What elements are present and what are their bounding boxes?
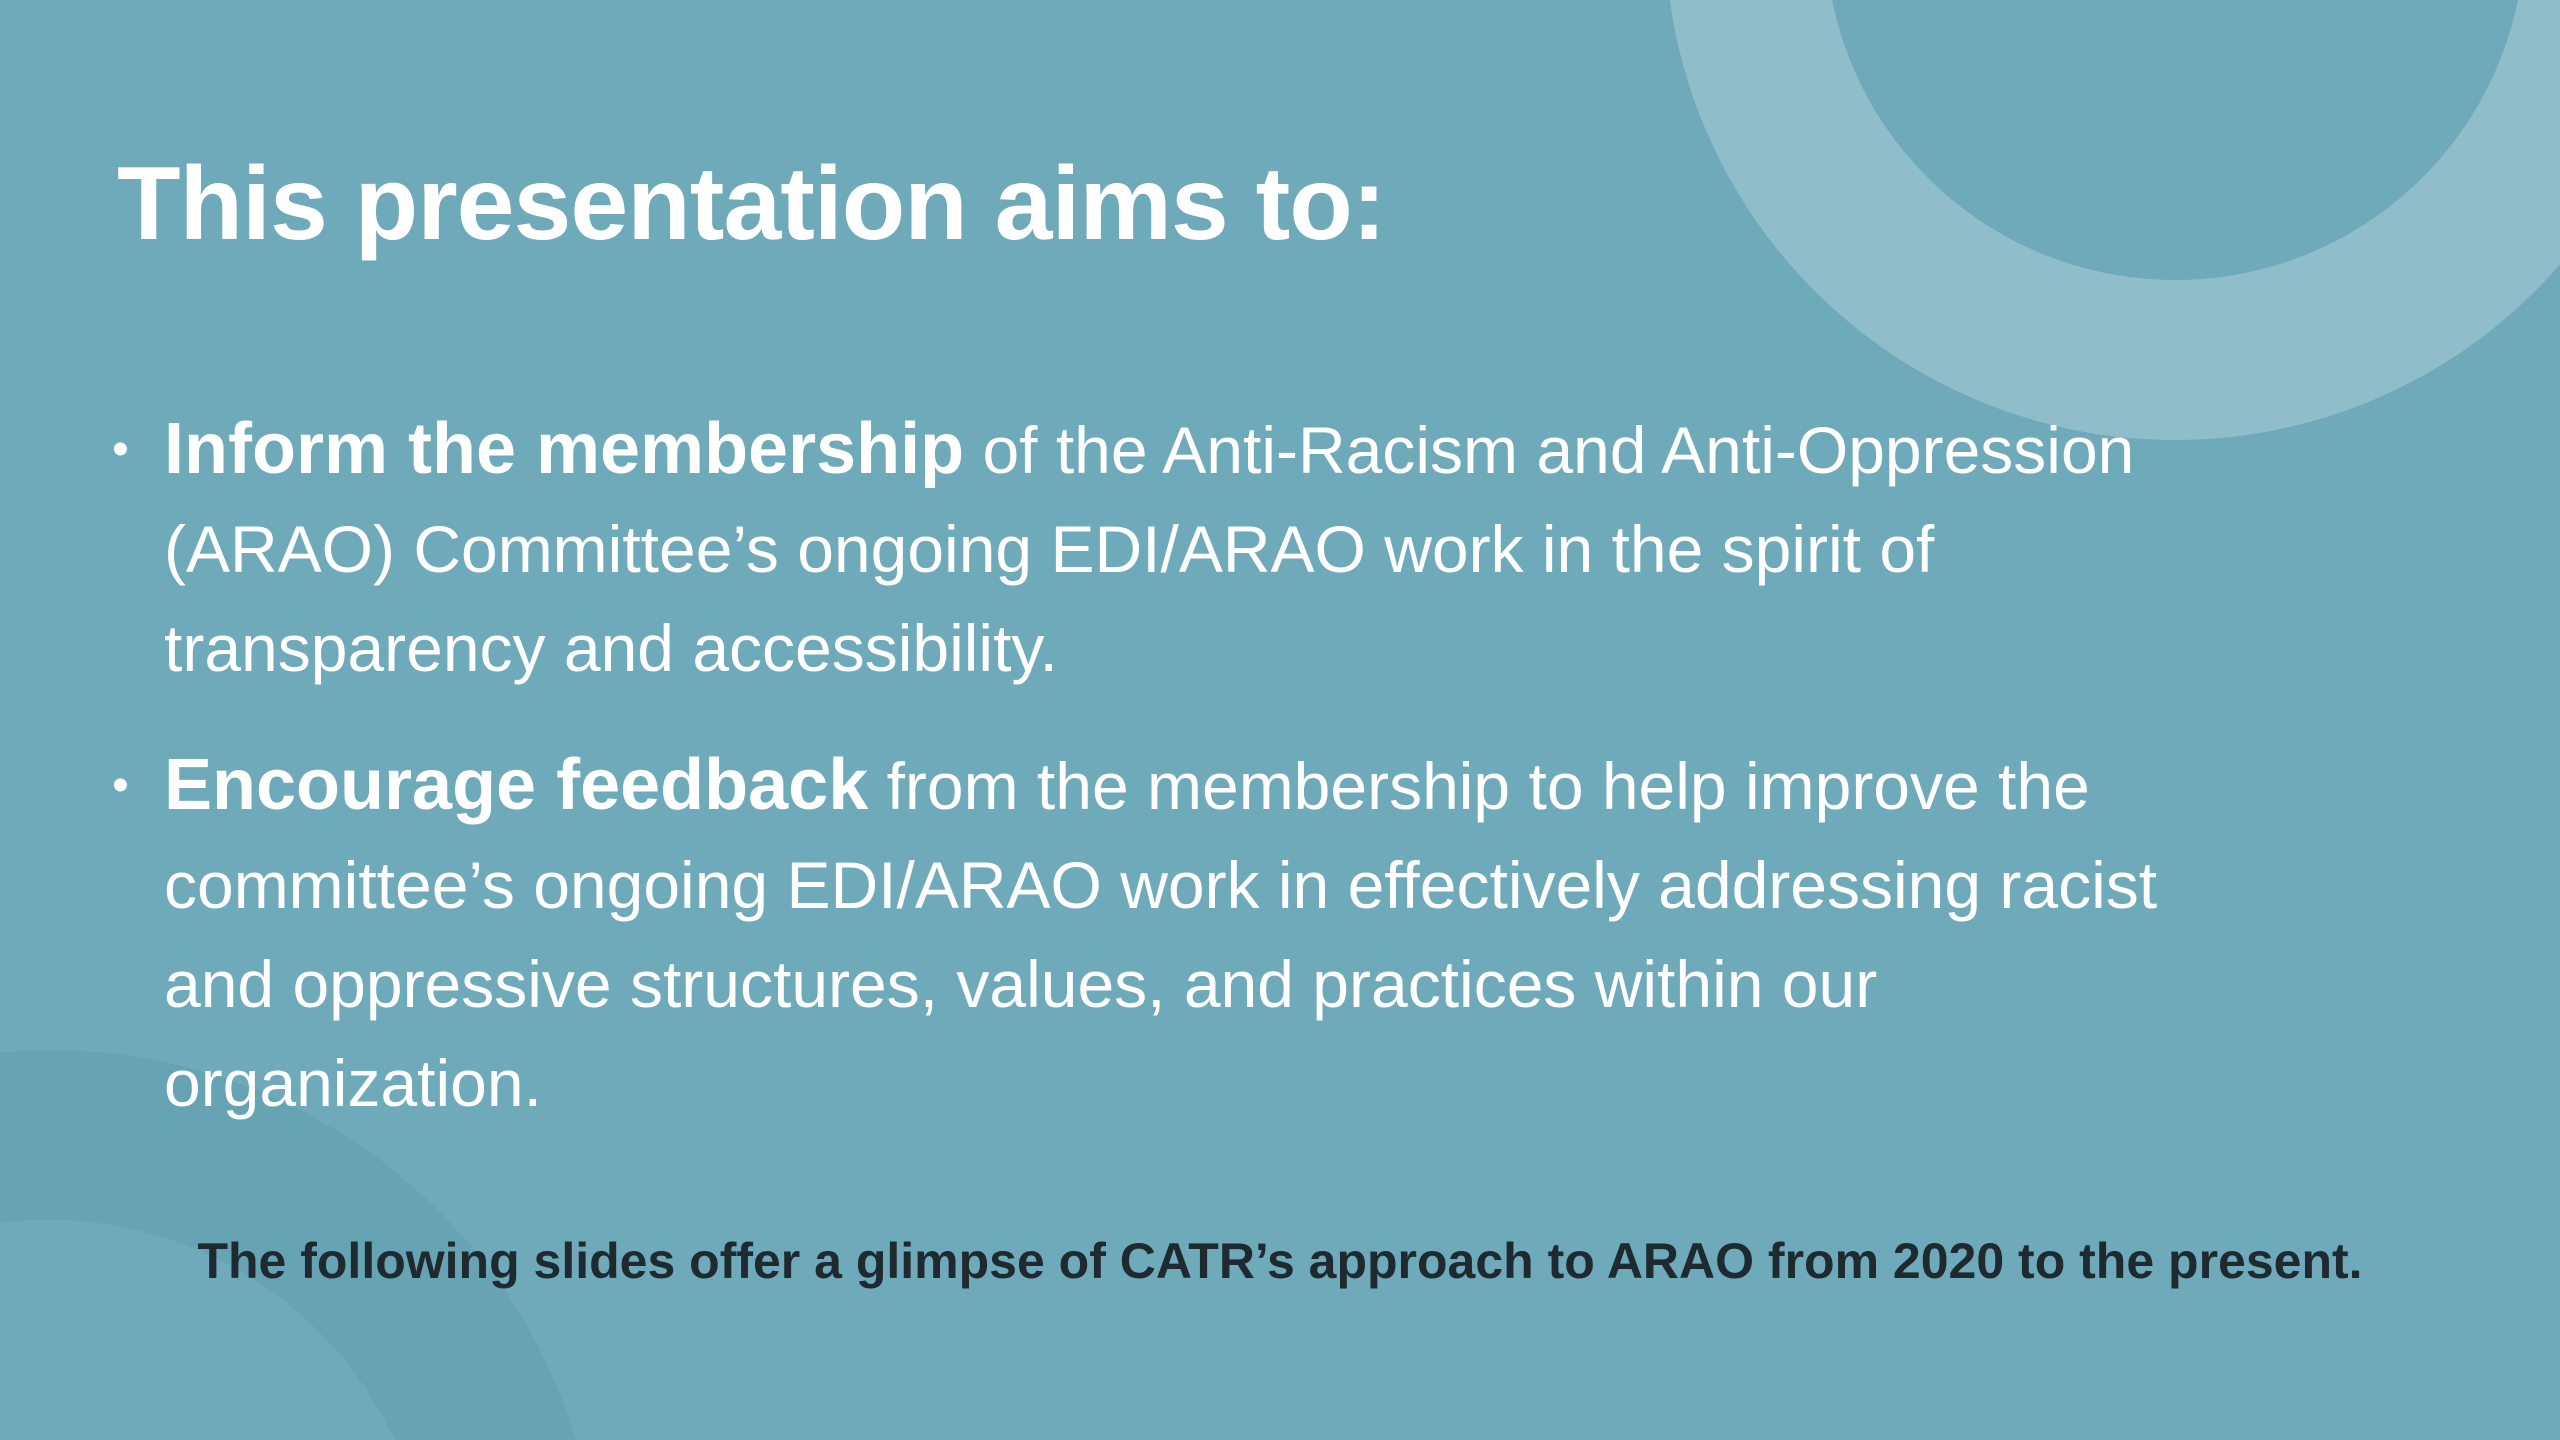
bullet-item-inform	[112, 400, 2262, 698]
bullet-lead-inform: Inform the membership	[164, 409, 965, 489]
bullet-item-feedback	[112, 736, 2262, 1133]
decorative-ring-top-right	[1665, 0, 2560, 440]
bullet-text-feedback: from the membership to help improve the committee’s ongoing EDI/ARAO work in effectively addressing racist and oppressive structures, values, and practices within our organization.	[164, 749, 2158, 1120]
footer-note: The following slides offer a glimpse of CATR’s approach to ARAO from 2020 to the present.	[197, 1233, 2363, 1289]
bullet-dot-icon: •	[112, 423, 129, 476]
aims-bullet-list	[112, 400, 2262, 1171]
bullet-lead-feedback: Encourage feedback	[164, 745, 869, 825]
bullet-dot-icon: •	[112, 759, 129, 812]
slide-title: This presentation aims to:	[117, 146, 1386, 262]
bullet-text-inform: of the Anti-Racism and Anti-Oppression (ARAO) Committee’s ongoing EDI/ARAO work in the spirit of transparency and accessibility.	[164, 413, 2135, 685]
